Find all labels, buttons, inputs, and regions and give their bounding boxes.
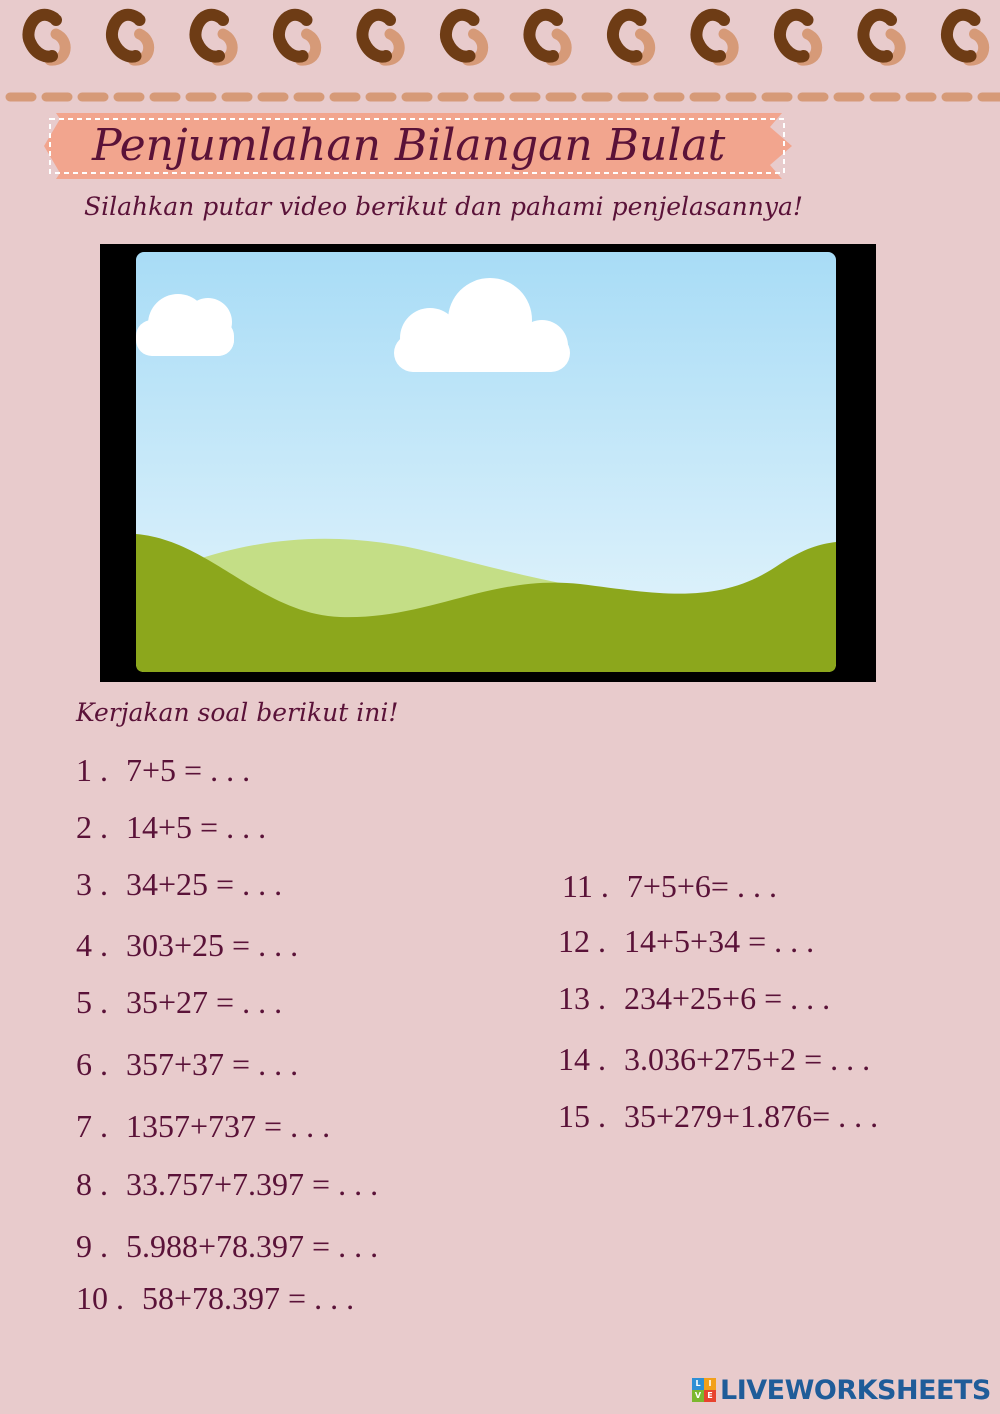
liveworksheets-logo-icon xyxy=(692,1378,716,1402)
question-item xyxy=(76,984,282,1021)
logo-letter: E xyxy=(704,1390,716,1402)
question-item xyxy=(76,927,298,964)
binder-ring-icon xyxy=(28,14,65,60)
question-expression: 303+25 = . . . xyxy=(126,927,299,963)
question-number: 8 . xyxy=(76,1166,108,1202)
question-item xyxy=(76,866,282,903)
question-item xyxy=(558,980,830,1017)
question-item xyxy=(562,868,777,905)
binder-rings xyxy=(0,0,1000,110)
question-expression: 58+78.397 = . . . xyxy=(142,1280,355,1316)
question-number: 12 . xyxy=(558,923,606,959)
binder-ring-icon xyxy=(863,14,900,60)
binder-ring-icon xyxy=(613,14,650,60)
question-expression: 3.036+275+2 = . . . xyxy=(624,1041,871,1077)
question-item xyxy=(558,1041,870,1078)
binder-ring-icon xyxy=(780,14,817,60)
page-title: Penjumlahan Bilangan Bulat xyxy=(92,120,726,171)
question-expression: 35+279+1.876= . . . xyxy=(624,1098,879,1134)
question-expression: 14+5 = . . . xyxy=(126,809,267,845)
question-expression: 7+5 = . . . xyxy=(126,752,251,788)
brand-name: LIVEWORKSHEETS xyxy=(720,1374,991,1406)
video-player[interactable] xyxy=(100,244,876,682)
question-number: 11 . xyxy=(562,868,609,904)
question-number: 14 . xyxy=(558,1041,606,1077)
question-expression: 5.988+78.397 = . . . xyxy=(126,1228,379,1264)
logo-letter: V xyxy=(692,1390,704,1402)
binder-ring-icon xyxy=(446,14,483,60)
question-expression: 234+25+6 = . . . xyxy=(624,980,831,1016)
question-number: 1 . xyxy=(76,752,108,788)
question-item xyxy=(76,1166,378,1203)
question-number: 5 . xyxy=(76,984,108,1020)
question-item xyxy=(76,752,250,789)
question-number: 2 . xyxy=(76,809,108,845)
question-expression: 33.757+7.397 = . . . xyxy=(126,1166,379,1202)
question-item xyxy=(76,1280,354,1317)
subtitle: Silahkan putar video berikut dan pahami penjelasannya! xyxy=(84,192,803,221)
question-item xyxy=(76,809,266,846)
question-number: 3 . xyxy=(76,866,108,902)
binder-ring-icon xyxy=(529,14,566,60)
question-number: 15 . xyxy=(558,1098,606,1134)
binder-ring-icon xyxy=(279,14,316,60)
binder-ring-icon xyxy=(195,14,232,60)
logo-letter: L xyxy=(692,1378,704,1390)
question-number: 10 . xyxy=(76,1280,124,1316)
question-expression: 35+27 = . . . xyxy=(126,984,283,1020)
liveworksheets-brand[interactable] xyxy=(692,1374,991,1406)
question-item xyxy=(76,1108,330,1145)
binder-ring-icon xyxy=(696,14,733,60)
question-item xyxy=(76,1228,378,1265)
question-item xyxy=(76,1046,298,1083)
binder-ring-icon xyxy=(362,14,399,60)
question-expression: 1357+737 = . . . xyxy=(126,1108,331,1144)
question-number: 7 . xyxy=(76,1108,108,1144)
question-item xyxy=(558,923,814,960)
instruction-text: Kerjakan soal berikut ini! xyxy=(76,698,399,727)
question-expression: 34+25 = . . . xyxy=(126,866,283,902)
question-number: 6 . xyxy=(76,1046,108,1082)
question-expression: 357+37 = . . . xyxy=(126,1046,299,1082)
question-expression: 7+5+6= . . . xyxy=(626,868,777,904)
question-number: 13 . xyxy=(558,980,606,1016)
question-expression: 14+5+34 = . . . xyxy=(624,923,815,959)
logo-letter: I xyxy=(704,1378,716,1390)
question-number: 9 . xyxy=(76,1228,108,1264)
question-item xyxy=(558,1098,878,1135)
binder-ring-icon xyxy=(947,14,984,60)
binder-ring-icon xyxy=(112,14,149,60)
question-number: 4 . xyxy=(76,927,108,963)
